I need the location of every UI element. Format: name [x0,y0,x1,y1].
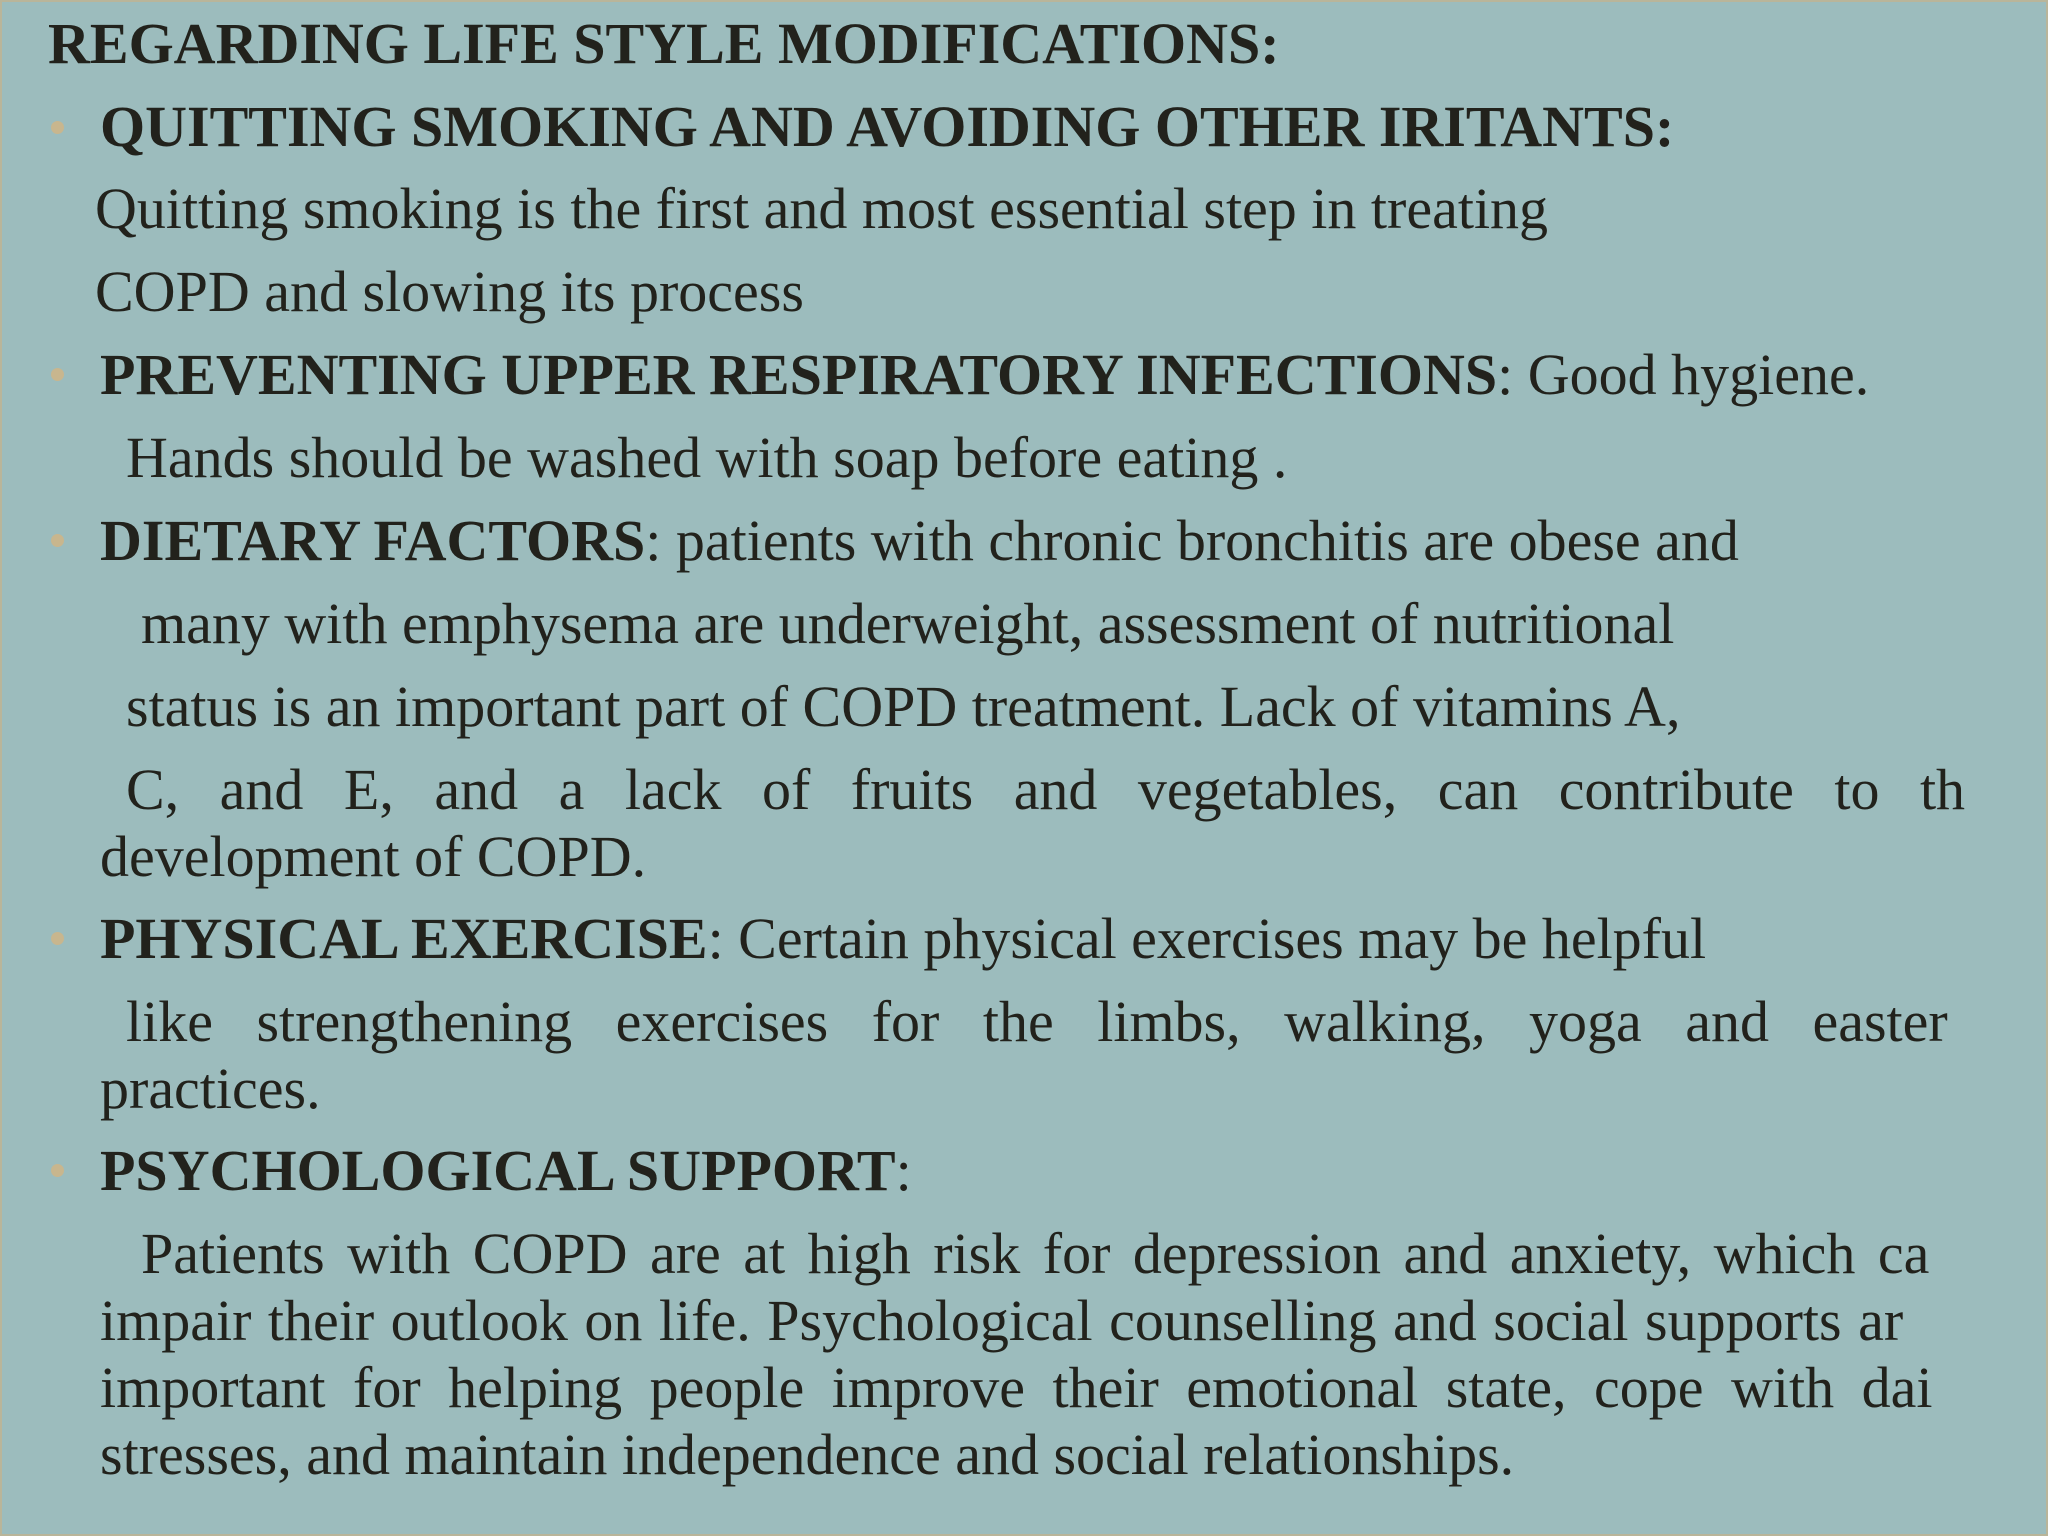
bullet-icon [51,121,64,134]
section-text-line: status is an important part of COPD treatment. Lack of vitamins A, [126,674,1681,739]
section-title-exercise: PHYSICAL EXERCISE [100,906,708,971]
section-text-line: C, and E, and a lack of fruits and vegetables, can contribute to th [126,757,1966,822]
section-header-exercise [100,905,1706,973]
section-text-line: practices. [100,1056,321,1121]
section-text-line: many with emphysema are underweight, assessment of nutritional [141,591,1675,656]
slide-heading: REGARDING LIFE STYLE MODIFICATIONS: [48,11,1280,76]
section-header-dietary [100,507,1739,575]
section-text-line: development of COPD. [100,824,647,889]
section-text-line: like strengthening exercises for the limbs, walking, yoga and easter [126,989,1948,1054]
section-title-suffix: : Certain physical exercises may be helpful [707,906,1707,971]
section-title-dietary: DIETARY FACTORS [100,508,646,573]
bullet-icon [51,1164,64,1177]
section-text-line: impair their outlook on life. Psychological counselling and social supports ar [100,1288,1904,1353]
bullet-icon [51,932,64,945]
bullet-icon [51,534,64,547]
section-text-line: Hands should be washed with soap before eating . [126,425,1288,490]
section-header-infections [100,341,1869,409]
bullet-icon [51,368,64,381]
section-title-suffix: : Good hygiene. [1497,342,1870,407]
section-title-psychological: PSYCHOLOGICAL SUPPORT [100,1138,896,1203]
section-title-suffix: : patients with chronic bronchitis are obese and [645,508,1739,573]
section-text-line: COPD and slowing its process [95,259,804,324]
section-title-suffix: : [895,1138,912,1203]
section-text-line: stresses, and maintain independence and social relationships. [100,1422,1515,1487]
section-title-smoking: QUITTING SMOKING AND AVOIDING OTHER IRITANTS: [100,94,1675,159]
section-text-line: Quitting smoking is the first and most essential step in treating [95,176,1549,241]
section-text-line: Patients with COPD are at high risk for depression and anxiety, which ca [141,1221,1930,1286]
section-title-infections: PREVENTING UPPER RESPIRATORY INFECTIONS [100,342,1498,407]
section-header-psychological [100,1137,912,1205]
section-text-line: important for helping people improve their emotional state, cope with dai [100,1355,1933,1420]
